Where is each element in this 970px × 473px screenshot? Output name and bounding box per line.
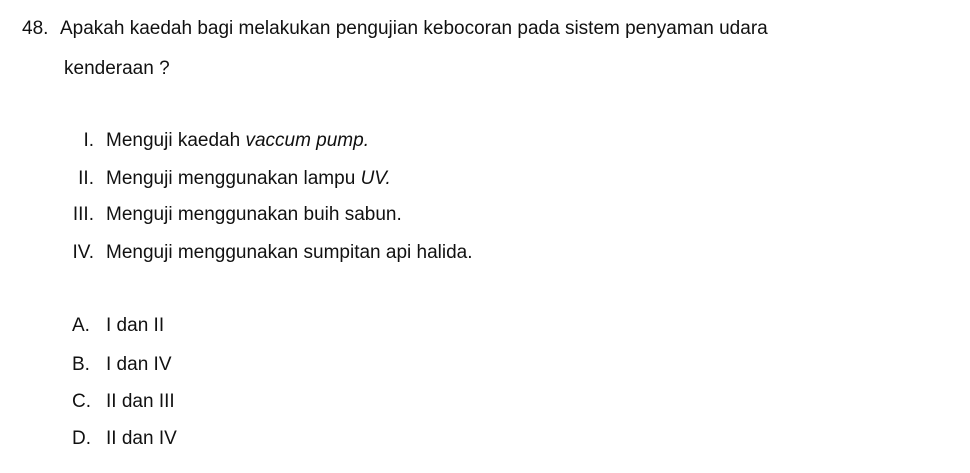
statement-item: [0, 168, 700, 192]
statement-text: [106, 168, 391, 190]
statement-text: [106, 204, 402, 226]
answer-option-c[interactable]: [0, 391, 400, 415]
question-text-line-2: kenderaan ?: [64, 58, 170, 79]
option-text: II dan IV: [106, 428, 177, 449]
statement-numeral: IV.: [72, 242, 94, 263]
statement-text-plain: Menguji menggunakan sumpitan api halida.: [106, 242, 473, 263]
answer-option-b[interactable]: [0, 354, 400, 378]
option-text: I dan II: [106, 315, 165, 336]
statement-text: [106, 242, 473, 264]
statement-numeral: II.: [78, 168, 94, 189]
option-text: II dan III: [106, 391, 175, 412]
option-letter: B.: [72, 354, 90, 375]
statement-text-plain: Menguji menggunakan buih sabun.: [106, 204, 402, 225]
statement-numeral: III.: [72, 204, 94, 225]
answer-option-d[interactable]: [0, 428, 400, 452]
statement-text-plain: Menguji menggunakan lampu: [106, 168, 361, 189]
statement-text-plain: Menguji kaedah: [106, 130, 246, 151]
option-text: I dan IV: [106, 354, 172, 375]
option-letter: D.: [72, 428, 91, 449]
statement-text-italic: UV.: [360, 168, 391, 189]
statement-item: [0, 242, 700, 266]
question-number: 48.: [22, 18, 49, 39]
statement-text-italic: vaccum pump.: [245, 130, 369, 151]
statement-item: [0, 204, 700, 228]
statement-item: [0, 130, 700, 154]
statement-text: [106, 130, 369, 152]
option-letter: A.: [72, 315, 90, 336]
statement-numeral: I.: [83, 130, 94, 151]
option-letter: C.: [72, 391, 91, 412]
answer-option-a[interactable]: [0, 315, 400, 339]
question-text-line-1: Apakah kaedah bagi melakukan pengujian kebocoran pada sistem penyaman udara: [60, 18, 768, 39]
